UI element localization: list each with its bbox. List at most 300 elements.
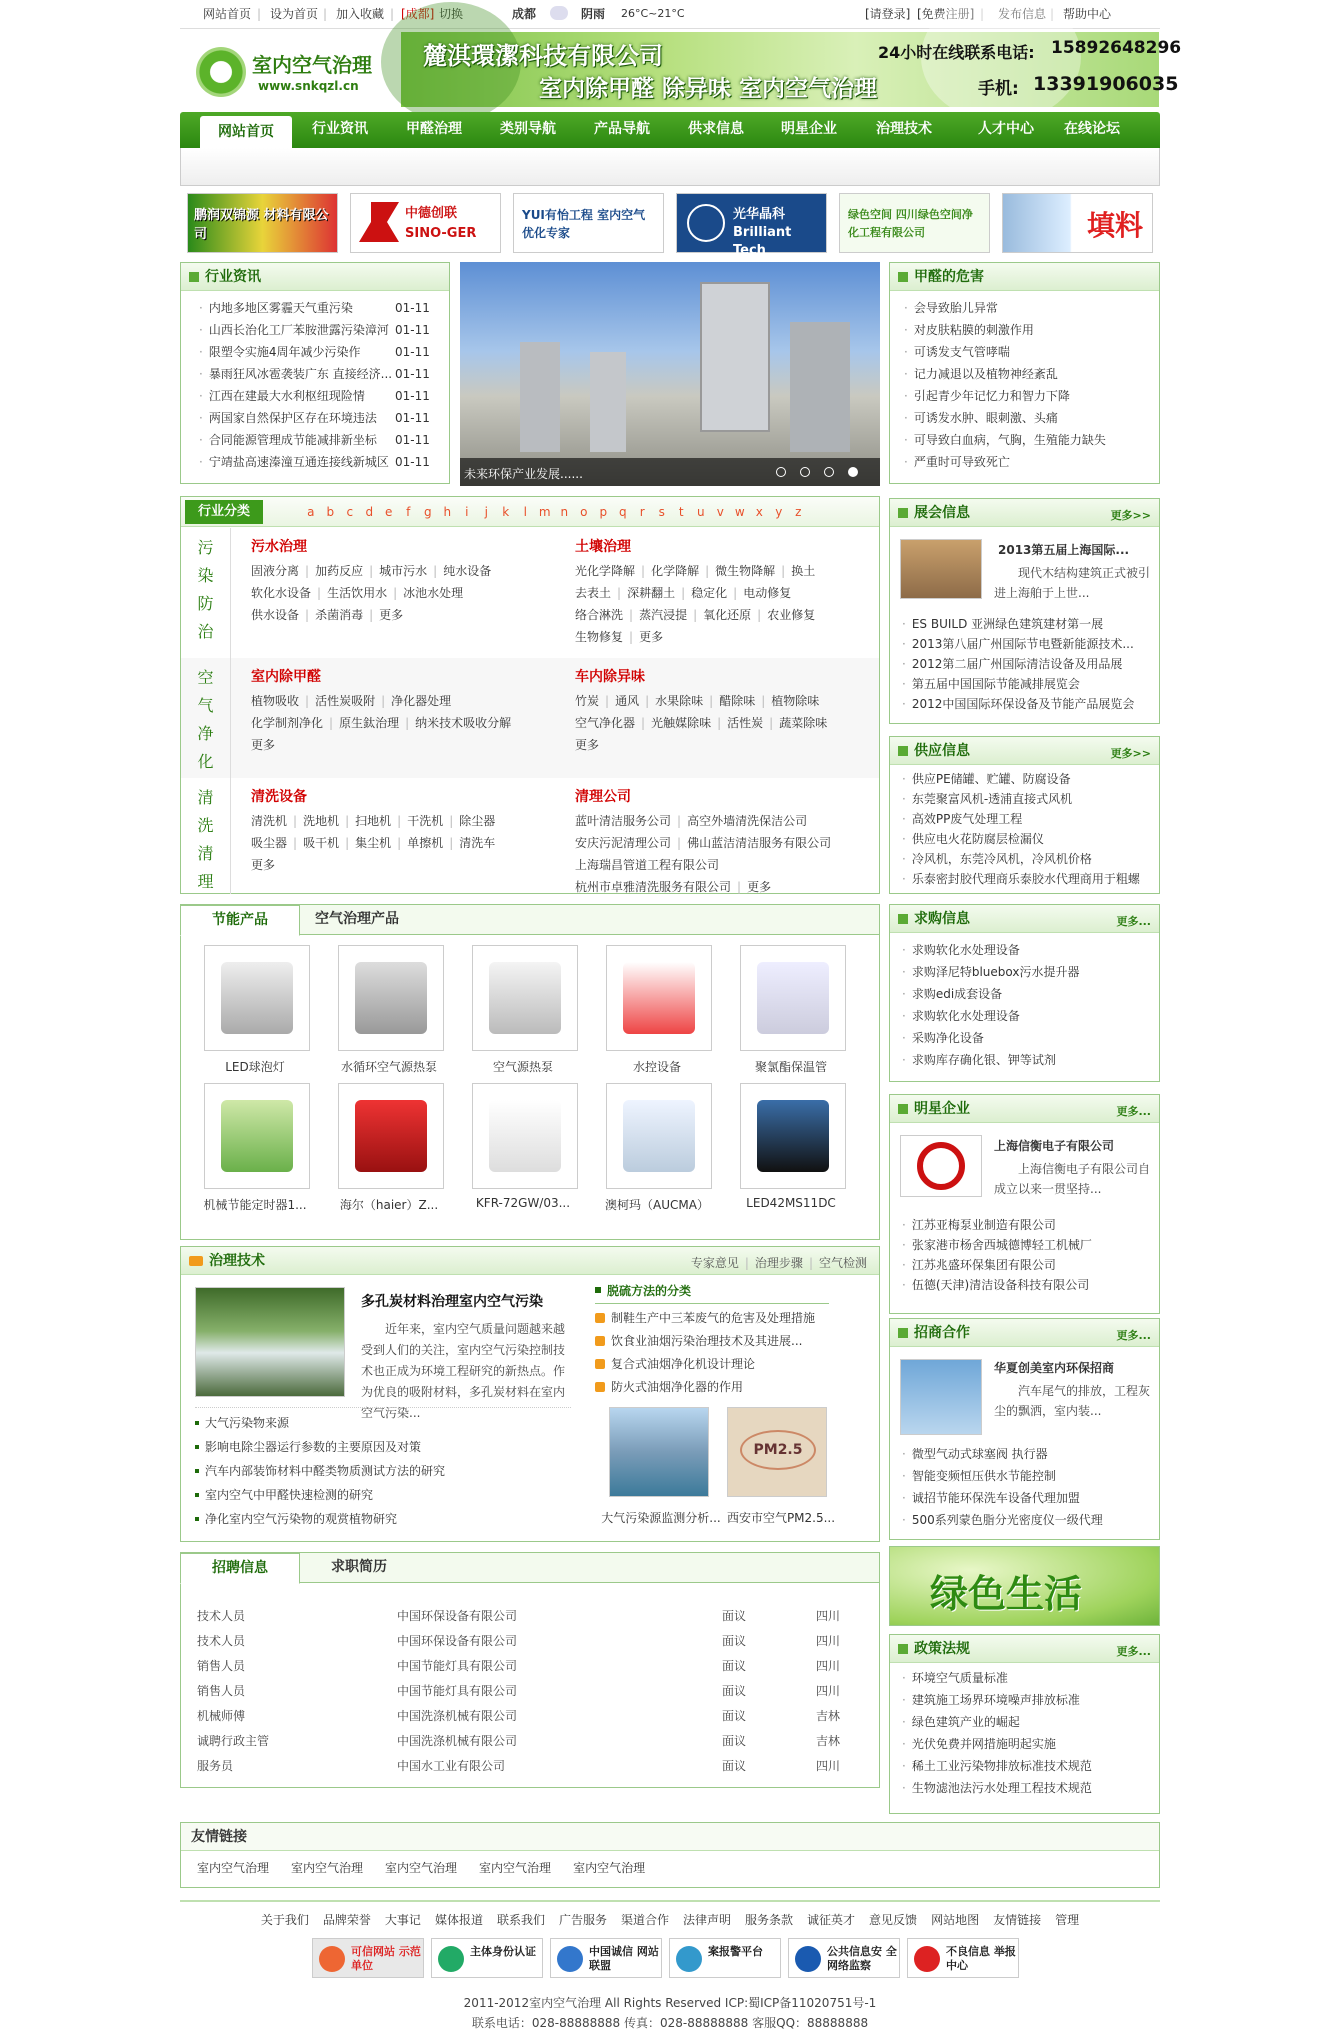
job-cell[interactable]: 服务员 bbox=[197, 1759, 234, 1773]
job-cell[interactable]: 四川 bbox=[816, 1659, 841, 1673]
news-item[interactable] bbox=[199, 319, 439, 341]
tech-link-expert[interactable]: 专家意见 bbox=[690, 1256, 739, 1270]
category-link[interactable]: 杭州市卓雅清洗服务有限公司 bbox=[575, 880, 732, 894]
category-link[interactable]: 更多 bbox=[575, 738, 600, 752]
list-item[interactable]: · 供应PE储罐、贮罐、防腐设备 bbox=[902, 769, 1154, 789]
tech-list-text[interactable]: 净化室内空气污染物的观赏植物研究 bbox=[205, 1512, 398, 1526]
product-image[interactable] bbox=[472, 945, 578, 1051]
job-row[interactable] bbox=[197, 1628, 867, 1653]
product-image[interactable] bbox=[338, 945, 444, 1051]
friend-link[interactable]: 室内空气治理 bbox=[385, 1861, 458, 1875]
letter-link[interactable]: q bbox=[618, 505, 627, 519]
letter-link[interactable]: x bbox=[755, 505, 763, 519]
tech-right-item[interactable] bbox=[595, 1307, 835, 1330]
product-image[interactable] bbox=[740, 1083, 846, 1189]
category-link[interactable]: 生活饮用水 bbox=[327, 586, 388, 600]
partner-logo-2[interactable]: 中德创联 SINO-GER bbox=[350, 193, 501, 253]
list-item[interactable]: · 绿色建筑产业的崛起 bbox=[902, 1711, 1154, 1733]
list-item[interactable]: · 环境空气质量标准 bbox=[902, 1667, 1154, 1689]
footer-link[interactable]: 管理 bbox=[1055, 1913, 1080, 1927]
list-item[interactable]: · 第五届中国国际节能减排展览会 bbox=[902, 674, 1152, 694]
category-link[interactable]: 蓝叶清洁服务公司 bbox=[575, 814, 672, 828]
category-link[interactable]: 活性炭 bbox=[727, 716, 764, 730]
list-item[interactable]: · 供应电火花防腐层检漏仪 bbox=[902, 829, 1154, 849]
product-name[interactable]: 水循环空气源热泵 bbox=[340, 1060, 437, 1074]
category-link[interactable]: 更多 bbox=[379, 608, 404, 622]
slider-dot-4[interactable] bbox=[848, 467, 858, 477]
news-item[interactable] bbox=[199, 341, 439, 363]
site-logo[interactable] bbox=[196, 43, 386, 103]
tech-feature-image[interactable] bbox=[195, 1287, 345, 1397]
login-link[interactable]: [请登录] bbox=[865, 7, 911, 21]
slider-caption[interactable]: 未来环保产业发展...... bbox=[464, 467, 583, 481]
category-link[interactable]: 电动修复 bbox=[743, 586, 792, 600]
letter-link[interactable]: h bbox=[443, 505, 452, 519]
job-cell[interactable]: 中国节能灯具有限公司 bbox=[397, 1659, 518, 1673]
letter-link[interactable]: p bbox=[599, 505, 608, 519]
news-item-title[interactable]: 内地多地区雾霾天气重污染 bbox=[208, 301, 353, 315]
list-item[interactable]: · 求购软化水处理设备 bbox=[902, 1005, 1154, 1027]
friend-link[interactable]: 室内空气治理 bbox=[479, 1861, 552, 1875]
news-item-title[interactable]: 宁靖盐高速溱潼互通连接线新城区 bbox=[208, 455, 389, 469]
product-image[interactable] bbox=[338, 1083, 444, 1189]
news-item-title[interactable]: 山西长治化工厂苯胺泄露污染漳河 bbox=[208, 323, 389, 337]
news-item-title[interactable]: 限塑令实施4周年减少污染作 bbox=[208, 345, 361, 359]
list-item[interactable]: · 采购净化设备 bbox=[902, 1027, 1154, 1049]
category-link[interactable]: 空气净化器 bbox=[575, 716, 636, 730]
category-link[interactable]: 软化水设备 bbox=[251, 586, 312, 600]
tech-right-item[interactable] bbox=[595, 1376, 835, 1399]
partner-logo-3[interactable]: YUI有怡工程 室内空气优化专家 bbox=[513, 193, 664, 253]
nav-star[interactable]: 明星企业 bbox=[781, 121, 837, 137]
category-link[interactable]: 扫地机 bbox=[355, 814, 392, 828]
category-link[interactable]: 生物修复 bbox=[575, 630, 624, 644]
news-slider[interactable] bbox=[460, 262, 880, 486]
footer-badge[interactable] bbox=[788, 1938, 900, 1978]
tech-right-text[interactable]: 复合式油烟净化机设计理论 bbox=[611, 1357, 756, 1371]
product-image[interactable] bbox=[606, 1083, 712, 1189]
letter-link[interactable]: w bbox=[734, 505, 745, 519]
category-heading[interactable]: 污水治理 bbox=[251, 539, 307, 555]
tech-link-detect[interactable]: 空气检测 bbox=[818, 1256, 867, 1270]
list-item[interactable]: · 求购库存确化银、钾等试剂 bbox=[902, 1049, 1154, 1071]
tech-right-text[interactable]: 制鞋生产中三苯废气的危害及处理措施 bbox=[611, 1311, 816, 1325]
job-cell[interactable]: 中国洗涤机械有限公司 bbox=[397, 1734, 518, 1748]
category-link[interactable]: 供水设备 bbox=[251, 608, 300, 622]
category-link[interactable]: 更多 bbox=[251, 858, 276, 872]
star-logo[interactable] bbox=[900, 1135, 982, 1197]
nav-tech[interactable]: 治理技术 bbox=[876, 121, 932, 137]
letter-link[interactable]: e bbox=[385, 505, 393, 519]
job-cell[interactable]: 中国洗涤机械有限公司 bbox=[397, 1709, 518, 1723]
list-item[interactable]: · 生物滤池法污水处理工程技术规范 bbox=[902, 1777, 1154, 1799]
invest-more[interactable]: 更多... bbox=[1116, 1329, 1151, 1342]
list-item[interactable]: · 稀土工业污染物排放标准技术规范 bbox=[902, 1755, 1154, 1777]
footer-link[interactable]: 服务条款 bbox=[745, 1913, 794, 1927]
category-heading[interactable]: 清洗设备 bbox=[251, 789, 307, 805]
tech-image-1-caption[interactable]: 大气污染源监测分析... bbox=[601, 1511, 721, 1525]
list-item[interactable]: · 500系列蒙色脂分光密度仪一级代理 bbox=[902, 1509, 1152, 1531]
invest-feature-title[interactable]: 华夏创美室内环保招商 bbox=[994, 1361, 1115, 1375]
tech-right-item[interactable] bbox=[595, 1330, 835, 1353]
job-cell[interactable]: 销售人员 bbox=[197, 1684, 246, 1698]
category-link[interactable]: 纳米技术吸收分解 bbox=[415, 716, 512, 730]
job-cell[interactable]: 吉林 bbox=[816, 1734, 841, 1748]
news-item[interactable] bbox=[199, 429, 439, 451]
toplink-sethome[interactable]: 设为首页 bbox=[270, 7, 319, 21]
letter-link[interactable]: v bbox=[716, 505, 724, 519]
letter-link[interactable]: b bbox=[326, 505, 335, 519]
nav-home[interactable]: 网站首页 bbox=[200, 116, 292, 148]
supply-more[interactable]: 更多>> bbox=[1110, 747, 1151, 760]
slider-dot-3[interactable] bbox=[824, 467, 834, 477]
letter-link[interactable]: t bbox=[678, 505, 684, 519]
list-item[interactable]: · 智能变频恒压供水节能控制 bbox=[902, 1465, 1152, 1487]
category-link[interactable]: 活性炭吸附 bbox=[315, 694, 376, 708]
job-cell[interactable]: 面议 bbox=[722, 1684, 747, 1698]
register-link[interactable]: [免费注册] bbox=[917, 7, 975, 21]
job-cell[interactable]: 面议 bbox=[722, 1609, 747, 1623]
news-item[interactable] bbox=[199, 385, 439, 407]
category-link[interactable]: 原生鈦治理 bbox=[339, 716, 400, 730]
slider-dot-1[interactable] bbox=[776, 467, 786, 477]
list-item[interactable]: · 可导致白血病，气胸，生殖能力缺失 bbox=[904, 429, 1152, 451]
job-cell[interactable]: 中国水工业有限公司 bbox=[397, 1759, 506, 1773]
category-link[interactable]: 更多 bbox=[639, 630, 664, 644]
job-cell[interactable]: 中国节能灯具有限公司 bbox=[397, 1684, 518, 1698]
letter-link[interactable]: m bbox=[538, 505, 551, 519]
list-item[interactable]: · 2012中国国际环保设备及节能产品展览会 bbox=[902, 694, 1152, 714]
category-link[interactable]: 植物除味 bbox=[771, 694, 820, 708]
category-link[interactable]: 干洗机 bbox=[407, 814, 444, 828]
category-link[interactable]: 蔬菜除味 bbox=[779, 716, 828, 730]
category-link[interactable]: 安庆污泥清理公司 bbox=[575, 836, 672, 850]
list-item[interactable]: · 张家港市杨舍西城德博轻工机械厂 bbox=[902, 1235, 1152, 1255]
footer-link[interactable]: 诚征英才 bbox=[807, 1913, 856, 1927]
category-link[interactable]: 竹炭 bbox=[575, 694, 600, 708]
policy-more[interactable]: 更多... bbox=[1116, 1645, 1151, 1658]
category-link[interactable]: 植物吸收 bbox=[251, 694, 300, 708]
product-name[interactable]: 聚氯酯保温管 bbox=[754, 1060, 827, 1074]
list-item[interactable]: · 冷风机，东莞冷风机，冷风机价格 bbox=[902, 849, 1154, 869]
nav-category[interactable]: 类别导航 bbox=[500, 121, 556, 137]
expo-image[interactable] bbox=[900, 539, 982, 599]
category-link[interactable]: 城市污水 bbox=[379, 564, 428, 578]
tech-link-steps[interactable]: 治理步骤 bbox=[754, 1256, 803, 1270]
list-item[interactable]: · 可诱发支气管哮喘 bbox=[904, 341, 1152, 363]
list-item[interactable]: · 可诱发水肿、眼刺激、头痛 bbox=[904, 407, 1152, 429]
tech-feature-title[interactable]: 多孔炭材料治理室内空气污染 bbox=[361, 1294, 543, 1310]
letter-link[interactable]: a bbox=[307, 505, 315, 519]
category-link[interactable]: 化学制剂净化 bbox=[251, 716, 324, 730]
list-item[interactable]: · 2012第二届广州国际清洁设备及用品展 bbox=[902, 654, 1152, 674]
category-link[interactable]: 更多 bbox=[747, 880, 772, 894]
product-image[interactable] bbox=[740, 945, 846, 1051]
news-item[interactable] bbox=[199, 407, 439, 429]
footer-badge[interactable] bbox=[431, 1938, 543, 1978]
letter-link[interactable]: f bbox=[406, 505, 411, 519]
news-item[interactable] bbox=[199, 363, 439, 385]
list-item[interactable]: · 对皮肤粘膜的刺激作用 bbox=[904, 319, 1152, 341]
job-cell[interactable]: 四川 bbox=[816, 1684, 841, 1698]
list-item[interactable]: · 微型气动式球塞阀 执行器 bbox=[902, 1443, 1152, 1465]
news-item[interactable] bbox=[199, 451, 439, 473]
tech-right-text[interactable]: 防火式油烟净化器的作用 bbox=[611, 1380, 744, 1394]
tab-energy-products[interactable]: 节能产品 bbox=[180, 905, 300, 936]
news-item-title[interactable]: 暴雨狂风冰雹袭装广东 直接经济... bbox=[208, 367, 393, 381]
list-item[interactable]: · 光伏免费并网措施明起实施 bbox=[902, 1733, 1154, 1755]
job-row[interactable] bbox=[197, 1603, 867, 1628]
tab-resumes[interactable]: 求职简历 bbox=[331, 1559, 387, 1575]
tech-right-text[interactable]: 饮食业油烟污染治理技术及其进展... bbox=[611, 1334, 803, 1348]
tech-image-2[interactable] bbox=[727, 1407, 827, 1497]
star-more[interactable]: 更多... bbox=[1116, 1105, 1151, 1118]
list-item[interactable]: · 求购泽尼特bluebox污水提升器 bbox=[902, 961, 1154, 983]
tech-list-item[interactable] bbox=[195, 1459, 571, 1483]
category-link[interactable]: 清洗车 bbox=[459, 836, 496, 850]
category-link[interactable]: 换土 bbox=[791, 564, 816, 578]
job-cell[interactable]: 面议 bbox=[722, 1634, 747, 1648]
tech-image-2-caption[interactable]: 西安市空气PM2.5... bbox=[726, 1511, 836, 1525]
letter-link[interactable]: k bbox=[502, 505, 510, 519]
footer-link[interactable]: 媒体报道 bbox=[434, 1913, 483, 1927]
footer-link[interactable]: 品牌荣誉 bbox=[322, 1913, 371, 1927]
list-item[interactable]: · 记力减退以及植物神经紊乱 bbox=[904, 363, 1152, 385]
demand-more[interactable]: 更多... bbox=[1116, 915, 1151, 928]
category-link[interactable]: 集尘机 bbox=[355, 836, 392, 850]
category-link[interactable]: 佛山蓝洁清洁服务有限公司 bbox=[687, 836, 832, 850]
nav-news[interactable]: 行业资讯 bbox=[312, 121, 368, 137]
partner-logo-4[interactable]: 光华晶科 Brilliant Tech bbox=[676, 193, 827, 253]
product-name[interactable]: LED球泡灯 bbox=[225, 1060, 285, 1074]
category-link[interactable]: 络合淋洗 bbox=[575, 608, 624, 622]
job-cell[interactable]: 诚聘行政主管 bbox=[197, 1734, 270, 1748]
partner-logo-6[interactable]: 填料 bbox=[1002, 193, 1153, 253]
job-row[interactable] bbox=[197, 1703, 867, 1728]
job-cell[interactable]: 中国环保设备有限公司 bbox=[397, 1634, 518, 1648]
letter-link[interactable]: z bbox=[795, 505, 802, 519]
category-link[interactable]: 深耕翻土 bbox=[627, 586, 676, 600]
letter-link[interactable]: r bbox=[639, 505, 645, 519]
toplink-favorite[interactable]: 加入收藏 bbox=[336, 7, 385, 21]
category-link[interactable]: 纯水设备 bbox=[443, 564, 492, 578]
tech-list-text[interactable]: 大气污染物来源 bbox=[205, 1416, 290, 1430]
letter-link[interactable]: d bbox=[365, 505, 374, 519]
category-link[interactable]: 水果除味 bbox=[655, 694, 704, 708]
friend-link[interactable]: 室内空气治理 bbox=[573, 1861, 646, 1875]
job-row[interactable] bbox=[197, 1753, 867, 1778]
category-link[interactable]: 光化学降解 bbox=[575, 564, 636, 578]
product-name[interactable]: 空气源热泵 bbox=[492, 1060, 553, 1074]
category-link[interactable]: 固液分离 bbox=[251, 564, 300, 578]
news-item[interactable] bbox=[199, 297, 439, 319]
post-info-link[interactable]: 发布信息 bbox=[998, 7, 1047, 21]
job-cell[interactable]: 面议 bbox=[722, 1709, 747, 1723]
nav-formaldehyde[interactable]: 甲醛治理 bbox=[406, 121, 462, 137]
product-image[interactable] bbox=[606, 945, 712, 1051]
tech-list-text[interactable]: 汽车内部装饰材料中醛类物质测试方法的研究 bbox=[205, 1464, 446, 1478]
nav-forum[interactable]: 在线论坛 bbox=[1064, 121, 1120, 137]
footer-badge[interactable] bbox=[669, 1938, 781, 1978]
letter-link[interactable]: l bbox=[523, 505, 527, 519]
product-name[interactable]: 水控设备 bbox=[632, 1060, 681, 1074]
nav-supply[interactable]: 供求信息 bbox=[688, 121, 744, 137]
list-item[interactable]: · 求购软化水处理设备 bbox=[902, 939, 1154, 961]
tech-list-item[interactable] bbox=[195, 1483, 571, 1507]
category-link[interactable]: 醋除味 bbox=[719, 694, 756, 708]
category-link[interactable]: 化学降解 bbox=[651, 564, 700, 578]
job-cell[interactable]: 四川 bbox=[816, 1759, 841, 1773]
nav-products[interactable]: 产品导航 bbox=[594, 121, 650, 137]
city-switch[interactable]: 切换 bbox=[439, 7, 464, 21]
product-name[interactable]: LED42MS11DC bbox=[746, 1196, 836, 1210]
green-life-banner[interactable] bbox=[889, 1546, 1160, 1626]
footer-link[interactable]: 法律声明 bbox=[683, 1913, 732, 1927]
list-item[interactable]: · 建筑施工场界环境噪声排放标准 bbox=[902, 1689, 1154, 1711]
news-item-title[interactable]: 两国家自然保护区存在环境违法 bbox=[208, 411, 377, 425]
category-link[interactable]: 洗地机 bbox=[303, 814, 340, 828]
category-heading[interactable]: 清理公司 bbox=[575, 789, 631, 805]
category-link[interactable]: 微生物降解 bbox=[715, 564, 776, 578]
list-item[interactable]: · ES BUILD 亚洲绿色建筑建材第一展 bbox=[902, 614, 1152, 634]
category-link[interactable]: 通风 bbox=[615, 694, 640, 708]
tab-jobs[interactable]: 招聘信息 bbox=[180, 1553, 300, 1584]
invest-image[interactable] bbox=[900, 1359, 982, 1435]
list-item[interactable]: · 2013第八届广州国际节电暨新能源技术... bbox=[902, 634, 1152, 654]
tech-list-item[interactable] bbox=[195, 1507, 571, 1531]
category-heading[interactable]: 土壤治理 bbox=[575, 539, 631, 555]
letter-link[interactable]: s bbox=[658, 505, 665, 519]
letter-link[interactable]: g bbox=[423, 505, 432, 519]
job-cell[interactable]: 技术人员 bbox=[197, 1609, 246, 1623]
category-link[interactable]: 吸尘器 bbox=[251, 836, 288, 850]
job-cell[interactable]: 机械师傅 bbox=[197, 1709, 246, 1723]
category-link[interactable]: 高空外墙清洗保洁公司 bbox=[687, 814, 808, 828]
job-cell[interactable]: 四川 bbox=[816, 1609, 841, 1623]
footer-link[interactable]: 意见反馈 bbox=[869, 1913, 918, 1927]
category-link[interactable]: 除尘器 bbox=[459, 814, 496, 828]
letter-link[interactable]: n bbox=[560, 505, 569, 519]
category-link[interactable]: 单擦机 bbox=[407, 836, 444, 850]
job-row[interactable] bbox=[197, 1678, 867, 1703]
toplink-home[interactable]: 网站首页 bbox=[203, 7, 252, 21]
footer-link[interactable]: 联系我们 bbox=[496, 1913, 545, 1927]
product-name[interactable]: 机械节能定时器1... bbox=[203, 1198, 307, 1212]
job-row[interactable] bbox=[197, 1728, 867, 1753]
category-link[interactable]: 净化器处理 bbox=[391, 694, 452, 708]
job-row[interactable] bbox=[197, 1653, 867, 1678]
letter-link[interactable]: y bbox=[775, 505, 783, 519]
footer-badge[interactable] bbox=[312, 1938, 424, 1978]
footer-link[interactable]: 友情链接 bbox=[993, 1913, 1042, 1927]
news-item-title[interactable]: 江西在建最大水利枢纽现险情 bbox=[208, 389, 365, 403]
letter-link[interactable]: j bbox=[484, 505, 488, 519]
category-link[interactable]: 杀菌消毒 bbox=[315, 608, 364, 622]
friend-link[interactable]: 室内空气治理 bbox=[291, 1861, 364, 1875]
product-name[interactable]: KFR-72GW/03... bbox=[475, 1196, 571, 1210]
tech-right-item[interactable] bbox=[595, 1353, 835, 1376]
category-link[interactable]: 氧化还原 bbox=[703, 608, 752, 622]
job-cell[interactable]: 面议 bbox=[722, 1759, 747, 1773]
category-link[interactable]: 更多 bbox=[251, 738, 276, 752]
list-item[interactable]: · 高效PP废气处理工程 bbox=[902, 809, 1154, 829]
category-heading[interactable]: 车内除异味 bbox=[575, 669, 645, 685]
letter-link[interactable]: u bbox=[696, 505, 705, 519]
list-item[interactable]: · 江苏亚梅泵业制造有限公司 bbox=[902, 1215, 1152, 1235]
letter-link[interactable]: i bbox=[465, 505, 469, 519]
footer-link[interactable]: 渠道合作 bbox=[620, 1913, 669, 1927]
category-link[interactable]: 光触媒除味 bbox=[651, 716, 712, 730]
category-heading[interactable]: 室内除甲醛 bbox=[251, 669, 321, 685]
category-link[interactable]: 加药反应 bbox=[315, 564, 364, 578]
star-feature-title[interactable]: 上海信衡电子有限公司 bbox=[994, 1139, 1115, 1153]
job-cell[interactable]: 面议 bbox=[722, 1659, 747, 1673]
expo-more[interactable]: 更多>> bbox=[1110, 509, 1151, 522]
footer-badge[interactable] bbox=[550, 1938, 662, 1978]
job-cell[interactable]: 面议 bbox=[722, 1734, 747, 1748]
slider-dot-2[interactable] bbox=[800, 467, 810, 477]
letter-link[interactable]: o bbox=[580, 505, 588, 519]
category-link[interactable]: 吸干机 bbox=[303, 836, 340, 850]
list-item[interactable]: · 江苏兆盛环保集团有限公司 bbox=[902, 1255, 1152, 1275]
job-cell[interactable]: 四川 bbox=[816, 1634, 841, 1648]
list-item[interactable]: · 引起青少年记忆力和智力下降 bbox=[904, 385, 1152, 407]
category-link[interactable]: 冰池水处理 bbox=[403, 586, 464, 600]
footer-link[interactable]: 广告服务 bbox=[558, 1913, 607, 1927]
category-link[interactable]: 蒸汽浸提 bbox=[639, 608, 688, 622]
category-link[interactable]: 农业修复 bbox=[767, 608, 816, 622]
list-item[interactable]: · 乐泰密封胶代理商乐泰胶水代理商用于粗螺 bbox=[902, 869, 1154, 889]
footer-badge[interactable] bbox=[907, 1938, 1019, 1978]
job-cell[interactable]: 技术人员 bbox=[197, 1634, 246, 1648]
tech-image-1[interactable] bbox=[609, 1407, 709, 1497]
product-image[interactable] bbox=[204, 1083, 310, 1189]
letter-link[interactable]: c bbox=[346, 505, 354, 519]
job-cell[interactable]: 吉林 bbox=[816, 1709, 841, 1723]
city-label[interactable]: [成都] bbox=[401, 7, 435, 21]
footer-link[interactable]: 关于我们 bbox=[260, 1913, 309, 1927]
tech-list-item[interactable] bbox=[195, 1435, 571, 1459]
tech-list-text[interactable]: 室内空气中甲醛快速检测的研究 bbox=[205, 1488, 374, 1502]
category-link[interactable]: 上海瑞昌管道工程有限公司 bbox=[575, 858, 720, 872]
product-image[interactable] bbox=[204, 945, 310, 1051]
expo-feature-title[interactable]: 2013第五届上海国际... bbox=[998, 543, 1130, 557]
tech-list-item[interactable] bbox=[195, 1411, 571, 1435]
category-link[interactable]: 稳定化 bbox=[691, 586, 728, 600]
list-item[interactable]: · 伍德(天津)清洁设备科技有限公司 bbox=[902, 1275, 1152, 1295]
job-cell[interactable]: 中国环保设备有限公司 bbox=[397, 1609, 518, 1623]
footer-link[interactable]: 大事记 bbox=[384, 1913, 421, 1927]
nav-talent[interactable]: 人才中心 bbox=[978, 121, 1034, 137]
partner-logo-5[interactable]: 绿色空间 四川绿色空间净化工程有限公司 bbox=[839, 193, 990, 253]
category-link[interactable]: 清洗机 bbox=[251, 814, 288, 828]
product-image[interactable] bbox=[472, 1083, 578, 1189]
list-item[interactable]: · 诚招节能环保洗车设备代理加盟 bbox=[902, 1487, 1152, 1509]
job-cell[interactable]: 销售人员 bbox=[197, 1659, 246, 1673]
list-item[interactable]: · 求购edi成套设备 bbox=[902, 983, 1154, 1005]
news-item-title[interactable]: 合同能源管理成节能减排新坐标 bbox=[208, 433, 377, 447]
help-link[interactable]: 帮助中心 bbox=[1063, 7, 1112, 21]
list-item[interactable]: · 严重时可导致死亡 bbox=[904, 451, 1152, 473]
partner-logo-1[interactable]: 鹏润双锦源 材料有限公司 bbox=[187, 193, 338, 253]
friend-link[interactable]: 室内空气治理 bbox=[197, 1861, 270, 1875]
list-item[interactable]: · 东莞聚富风机-透浦直接式风机 bbox=[902, 789, 1154, 809]
footer-link[interactable]: 网站地图 bbox=[931, 1913, 980, 1927]
product-name[interactable]: 澳柯玛（AUCMA） bbox=[605, 1198, 709, 1212]
tech-list-text[interactable]: 影响电除尘器运行参数的主要原因及对策 bbox=[205, 1440, 422, 1454]
list-item[interactable]: · 会导致胎儿异常 bbox=[904, 297, 1152, 319]
category-link[interactable]: 去表土 bbox=[575, 586, 612, 600]
